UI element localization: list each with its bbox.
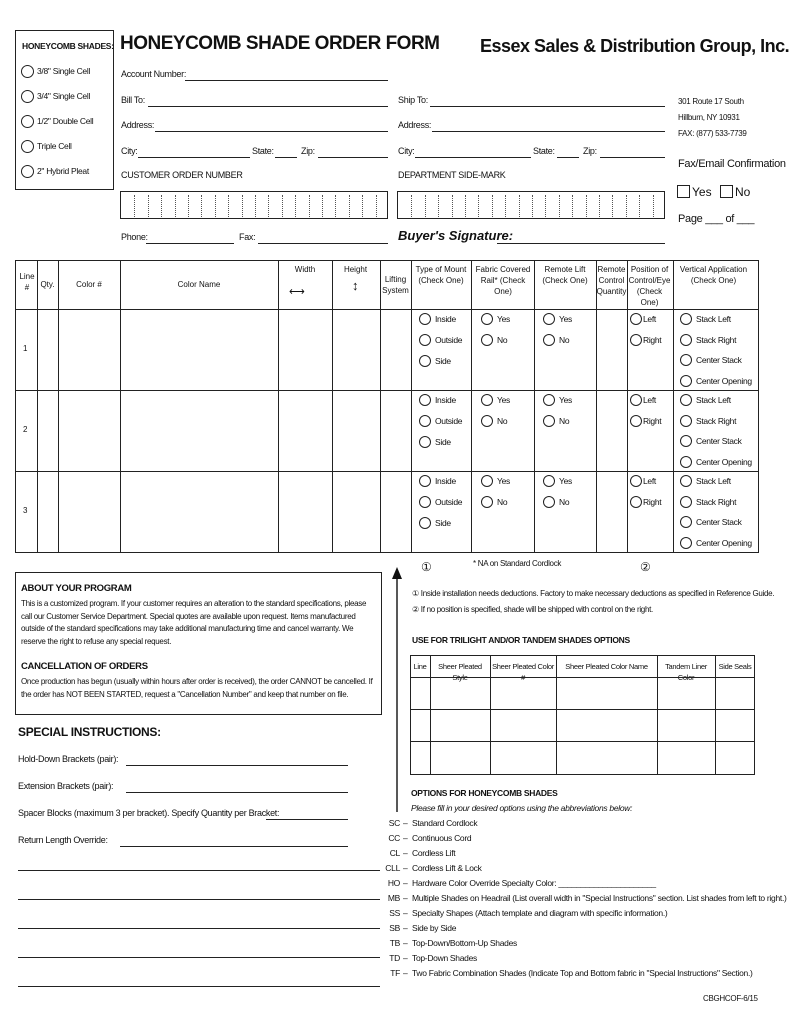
grid-col-divider — [471, 260, 472, 553]
vertical-label: Stack Right — [696, 415, 737, 426]
vertical-radio[interactable] — [680, 496, 692, 508]
grid-row-divider — [15, 309, 759, 310]
options-sub: Please fill in your desired options using the abbreviations below: — [411, 803, 633, 813]
tandem-col-divider — [657, 655, 658, 775]
position-radio[interactable] — [630, 496, 642, 508]
grid-col-divider — [380, 260, 381, 553]
option-dash: – — [403, 968, 408, 978]
tandem-col-divider — [556, 655, 557, 775]
remote-lift-radio[interactable] — [543, 313, 555, 325]
cell-divider — [335, 195, 336, 217]
vertical-label: Center Stack — [696, 517, 742, 527]
spacer-label: Spacer Blocks (maximum 3 per bracket). Specify Quantity per Bracket: — [18, 808, 280, 818]
cell-divider — [639, 195, 640, 217]
program-box — [15, 572, 382, 715]
confirm-no-label: No — [735, 185, 751, 199]
grid-row-divider — [15, 471, 759, 472]
mount-option-label: Inside — [435, 395, 456, 405]
note-2: ② If no position is specified, shade will be shipped with control on the right. — [412, 605, 653, 614]
mount-radio[interactable] — [419, 334, 431, 346]
cell-divider — [626, 195, 627, 217]
row-number: 3 — [23, 506, 28, 515]
vertical-radio[interactable] — [680, 537, 692, 549]
fabric-rail-radio[interactable] — [481, 415, 493, 427]
cell-divider — [532, 195, 533, 217]
option-text: Specialty Shapes (Attach template and diagram with specific information.) — [412, 908, 668, 918]
confirmation-label: Fax/Email Confirmation — [678, 158, 786, 170]
vertical-label: Stack Right — [696, 496, 737, 507]
position-radio[interactable] — [630, 415, 642, 427]
position-radio[interactable] — [630, 313, 642, 325]
shade-option-radio[interactable] — [21, 90, 34, 103]
vertical-label: Stack Right — [696, 334, 737, 345]
cell-divider — [612, 195, 613, 217]
shade-option-radio[interactable] — [21, 165, 34, 178]
mount-radio[interactable] — [419, 475, 431, 487]
grid-col-divider — [120, 260, 121, 553]
department-side-mark-label: DEPARTMENT SIDE-MARK — [398, 170, 506, 180]
vertical-label: Stack Left — [696, 314, 731, 324]
option-code: TF — [390, 968, 400, 978]
vertical-radio[interactable] — [680, 313, 692, 325]
option-code: HO — [387, 878, 400, 888]
hdr-line: Line # — [19, 272, 35, 292]
mount-option-label: Inside — [435, 476, 456, 486]
position-label: Left — [643, 314, 656, 324]
ship-to-label: Ship To: — [398, 95, 428, 105]
vertical-radio[interactable] — [680, 475, 692, 487]
vertical-label: Stack Left — [696, 395, 731, 405]
option-code: SC — [388, 818, 400, 828]
cell-divider — [411, 195, 412, 217]
cell-divider — [438, 195, 439, 217]
fabric-rail-label: No — [497, 335, 508, 345]
shade-option-radio[interactable] — [21, 115, 34, 128]
cell-divider — [505, 195, 506, 217]
mount-radio[interactable] — [419, 415, 431, 427]
fabric-rail-radio[interactable] — [481, 496, 493, 508]
cell-divider — [282, 195, 283, 217]
mount-radio[interactable] — [419, 313, 431, 325]
confirm-yes-checkbox[interactable] — [677, 185, 690, 198]
remote-lift-label: Yes — [559, 395, 572, 405]
vertical-radio[interactable] — [680, 334, 692, 346]
fabric-rail-label: No — [497, 416, 508, 426]
note-1: ① Inside installation needs deductions. Factory to make necessary deductions as specified in Reference Guide. — [412, 589, 775, 598]
cell-divider — [295, 195, 296, 217]
shade-option-label: 3/8" Single Cell — [37, 66, 91, 76]
shade-option-radio[interactable] — [21, 65, 34, 78]
fabric-rail-radio[interactable] — [481, 313, 493, 325]
hdr-color-name: Color Name — [177, 280, 221, 289]
position-label: Right — [643, 335, 662, 345]
vertical-radio[interactable] — [680, 354, 692, 366]
option-code: TB — [389, 938, 400, 948]
bill-to-field[interactable] — [148, 106, 388, 107]
fabric-rail-label: No — [497, 497, 508, 507]
vertical-label: Center Opening — [696, 537, 752, 548]
tandem-col-divider — [430, 655, 431, 775]
vertical-label: Stack Left — [696, 476, 731, 486]
cell-divider — [309, 195, 310, 217]
option-code: CL — [389, 848, 400, 858]
width-arrow-icon: ⟷ — [289, 286, 305, 298]
remote-lift-label: Yes — [559, 476, 572, 486]
cell-divider — [268, 195, 269, 217]
position-label: Left — [643, 476, 656, 486]
tandem-col-header: Sheer Pleated Color Name — [565, 662, 648, 671]
cell-divider — [161, 195, 162, 217]
option-code: MB — [387, 893, 400, 903]
option-text: Hardware Color Override Specialty Color: ______________________ — [412, 878, 656, 888]
mount-option-label: Side — [435, 356, 451, 366]
cell-divider — [349, 195, 350, 217]
option-dash: – — [403, 818, 408, 828]
mount-option-label: Side — [435, 518, 451, 528]
remote-lift-label: No — [559, 335, 570, 345]
spacer-field[interactable] — [266, 819, 348, 820]
vertical-label: Center Opening — [696, 456, 752, 467]
customer-order-boxes[interactable] — [120, 191, 388, 219]
buyers-signature-field[interactable] — [497, 243, 665, 244]
option-text: Top-Down Shades — [412, 953, 477, 963]
cell-divider — [134, 195, 135, 217]
cell-divider — [653, 195, 654, 217]
vertical-label: Center Opening — [696, 375, 752, 386]
tandem-col-header: Side Seals — [718, 662, 752, 671]
form-title: HONEYCOMB SHADE ORDER FORM — [120, 33, 440, 54]
grid-col-divider — [37, 260, 38, 553]
fabric-rail-radio[interactable] — [481, 475, 493, 487]
cell-divider — [599, 195, 600, 217]
cell-divider — [201, 195, 202, 217]
option-text: Two Fabric Combination Shades (Indicate Top and Bottom fabric in "Special Instructions" Section.) — [412, 968, 753, 978]
option-text: Standard Cordlock — [412, 818, 478, 828]
fabric-rail-radio[interactable] — [481, 334, 493, 346]
buyers-signature-label: Buyer's Signature: — [398, 228, 514, 243]
vertical-radio[interactable] — [680, 516, 692, 528]
cell-divider — [322, 195, 323, 217]
fabric-rail-radio[interactable] — [481, 394, 493, 406]
vertical-radio[interactable] — [680, 435, 692, 447]
bill-address-label: Address: — [121, 120, 155, 130]
ship-state-label: State: — [533, 146, 555, 156]
option-code: TD — [389, 953, 400, 963]
ship-address-label: Address: — [398, 120, 432, 130]
account-number-field[interactable] — [185, 80, 388, 81]
fabric-rail-label: Yes — [497, 314, 510, 324]
bill-address-field[interactable] — [155, 131, 388, 132]
ship-state-field[interactable] — [557, 157, 579, 158]
mount-radio[interactable] — [419, 394, 431, 406]
mount-option-label: Outside — [435, 335, 463, 345]
company-name: Essex Sales & Distribution Group, Inc. — [480, 36, 789, 56]
hdr-height: Height — [343, 265, 368, 274]
grid-col-divider — [411, 260, 412, 553]
grid-col-divider — [596, 260, 597, 553]
bill-zip-field[interactable] — [318, 157, 388, 158]
mount-radio[interactable] — [419, 436, 431, 448]
position-radio[interactable] — [630, 334, 642, 346]
special-instructions-line[interactable] — [18, 899, 380, 900]
height-arrow-icon: ↕ — [352, 278, 359, 293]
ship-to-field[interactable] — [430, 106, 665, 107]
cell-divider — [215, 195, 216, 217]
option-text: Continuous Cord — [412, 833, 472, 843]
cancel-text: Once production has begun (usually within hours after order is received), the order CANNOT be cancelled. If the order has NOT BEEN STARTED, request a "Cancellation Number" and keep that number on file. — [21, 677, 373, 699]
hdr-vertical: Vertical Application (Check One) — [679, 265, 748, 285]
option-dash: – — [403, 833, 408, 843]
position-label: Left — [643, 395, 656, 405]
special-instructions-line[interactable] — [18, 986, 380, 987]
bill-city-field[interactable] — [138, 157, 250, 158]
remote-lift-radio[interactable] — [543, 394, 555, 406]
special-instructions-line[interactable] — [18, 870, 380, 871]
cell-divider — [545, 195, 546, 217]
position-label: Right — [643, 497, 662, 507]
mount-option-label: Outside — [435, 416, 463, 426]
hold-down-label: Hold-Down Brackets (pair): — [18, 754, 119, 764]
remote-lift-radio[interactable] — [543, 496, 555, 508]
cell-divider — [175, 195, 176, 217]
account-number-label: Account Number: — [121, 69, 187, 79]
grid-col-divider — [278, 260, 279, 553]
row-number: 1 — [23, 344, 28, 353]
remote-lift-radio[interactable] — [543, 415, 555, 427]
cancel-heading: CANCELLATION OF ORDERS — [21, 661, 148, 672]
hdr-position: Position of Control/Eye (Check One) — [628, 265, 671, 307]
grid-col-divider — [534, 260, 535, 553]
up-arrow-icon — [392, 567, 402, 812]
cell-divider — [519, 195, 520, 217]
tandem-col-header: Sheer Pleated Style — [438, 662, 482, 682]
tandem-heading: USE FOR TRILIGHT AND/OR TANDEM SHADES OPTIONS — [412, 635, 630, 645]
confirm-yes-label: Yes — [692, 185, 712, 199]
mount-option-label: Side — [435, 437, 451, 447]
grid-col-divider — [673, 260, 674, 553]
shade-option-label: 3/4" Single Cell — [37, 91, 91, 101]
option-dash: – — [403, 908, 408, 918]
hdr-fabric-rail: Fabric Covered Rail* (Check One) — [475, 265, 531, 296]
position-label: Right — [643, 416, 662, 426]
hdr-width: Width — [294, 265, 316, 274]
cell-divider — [452, 195, 453, 217]
form-code: CBGHCOF-6/15 — [703, 994, 758, 1003]
shade-option-label: 2" Hybrid Pleat — [37, 166, 89, 176]
grid-col-divider — [58, 260, 59, 553]
shade-option-label: Triple Cell — [37, 141, 72, 151]
bill-to-label: Bill To: — [121, 95, 145, 105]
option-dash: – — [403, 893, 408, 903]
cell-divider — [559, 195, 560, 217]
option-text: Cordless Lift — [412, 848, 456, 858]
mount-radio[interactable] — [419, 517, 431, 529]
option-text: Cordless Lift & Lock — [412, 863, 482, 873]
mount-option-label: Outside — [435, 497, 463, 507]
company-city: Hillburn, NY 10931 — [678, 113, 740, 122]
cell-divider — [188, 195, 189, 217]
department-side-mark-boxes[interactable] — [397, 191, 665, 219]
page-of-label: Page ___ of ___ — [678, 213, 755, 225]
tandem-col-divider — [715, 655, 716, 775]
shades-box — [15, 30, 114, 190]
grid-col-divider — [332, 260, 333, 553]
about-heading: ABOUT YOUR PROGRAM — [21, 583, 132, 594]
remote-lift-radio[interactable] — [543, 475, 555, 487]
phone-label: Phone: — [121, 232, 148, 242]
position-radio[interactable] — [630, 394, 642, 406]
return-label: Return Length Override: — [18, 835, 108, 845]
phone-field[interactable] — [146, 243, 234, 244]
vertical-radio[interactable] — [680, 394, 692, 406]
extension-label: Extension Brackets (pair): — [18, 781, 114, 791]
mount-radio[interactable] — [419, 355, 431, 367]
option-code: CLL — [385, 863, 400, 873]
bill-state-label: State: — [252, 146, 274, 156]
remote-lift-label: No — [559, 416, 570, 426]
remote-lift-label: No — [559, 497, 570, 507]
tandem-row-divider — [410, 709, 755, 710]
return-field[interactable] — [120, 846, 348, 847]
tandem-col-header: Tandem Liner Color — [665, 662, 707, 682]
footnote-marker-1: ① — [421, 560, 432, 574]
option-code: SS — [389, 908, 400, 918]
about-text: This is a customized program. If your customer requires an alteration to the standard specifications, please call our Customer Service Department. Special quotes are available upon request. Items manufactured outside of the standard specifications may take additional manufacturing time and cancel warranty. We reserve the right to refuse any special request. — [21, 599, 367, 646]
mount-option-label: Inside — [435, 314, 456, 324]
option-dash: – — [403, 953, 408, 963]
vertical-radio[interactable] — [680, 456, 692, 468]
options-heading: OPTIONS FOR HONEYCOMB SHADES — [411, 788, 558, 798]
ship-address-field[interactable] — [432, 131, 665, 132]
confirm-no-checkbox[interactable] — [720, 185, 733, 198]
hdr-mount: Type of Mount (Check One) — [415, 265, 467, 285]
customer-order-label: CUSTOMER ORDER NUMBER — [121, 170, 243, 180]
tandem-col-header: Sheer Pleated Color # — [492, 662, 554, 682]
grid-row-divider — [15, 390, 759, 391]
ship-city-label: City: — [398, 146, 415, 156]
bill-state-field[interactable] — [275, 157, 297, 158]
shade-option-label: 1/2" Double Cell — [37, 116, 94, 126]
position-radio[interactable] — [630, 475, 642, 487]
cell-divider — [228, 195, 229, 217]
row-number: 2 — [23, 425, 28, 434]
cell-divider — [478, 195, 479, 217]
fax-label: Fax: — [239, 232, 256, 242]
ship-city-field[interactable] — [415, 157, 531, 158]
bill-zip-label: Zip: — [301, 146, 315, 156]
vertical-label: Center Stack — [696, 355, 742, 365]
hold-down-field[interactable] — [126, 765, 348, 766]
option-text: Multiple Shades on Headrail (List overall width in "Special Instructions" section. List shades from left to right.) — [412, 893, 787, 903]
remote-lift-label: Yes — [559, 314, 572, 324]
hdr-qty: Qty. — [40, 280, 55, 289]
ship-zip-label: Zip: — [583, 146, 597, 156]
option-dash: – — [403, 938, 408, 948]
hdr-remote-qty: Remote Control Quantity — [596, 265, 627, 296]
option-code: CC — [388, 833, 400, 843]
option-dash: – — [403, 848, 408, 858]
bill-city-label: City: — [121, 146, 138, 156]
cell-divider — [148, 195, 149, 217]
tandem-row-divider — [410, 741, 755, 742]
option-dash: – — [403, 863, 408, 873]
option-code: SB — [389, 923, 400, 933]
cell-divider — [242, 195, 243, 217]
special-heading: SPECIAL INSTRUCTIONS: — [18, 725, 161, 739]
cell-divider — [492, 195, 493, 217]
tandem-col-divider — [490, 655, 491, 775]
special-instructions-line[interactable] — [18, 957, 380, 958]
remote-lift-radio[interactable] — [543, 334, 555, 346]
hdr-remote-lift: Remote Lift (Check One) — [542, 265, 588, 285]
special-instructions-line[interactable] — [18, 928, 380, 929]
extension-field[interactable] — [126, 792, 348, 793]
fabric-rail-label: Yes — [497, 395, 510, 405]
hdr-lifting: Lifting System — [382, 275, 409, 295]
company-street: 301 Route 17 South — [678, 97, 744, 106]
cell-divider — [362, 195, 363, 217]
cell-divider — [255, 195, 256, 217]
cell-divider — [465, 195, 466, 217]
option-dash: – — [403, 878, 408, 888]
fabric-rail-label: Yes — [497, 476, 510, 486]
footnote-na: * NA on Standard Cordlock — [473, 559, 562, 568]
shades-heading: HONEYCOMB SHADES: — [22, 41, 114, 51]
vertical-label: Center Stack — [696, 436, 742, 446]
option-text: Side by Side — [412, 923, 457, 933]
vertical-radio[interactable] — [680, 415, 692, 427]
fax-field[interactable] — [258, 243, 388, 244]
cell-divider — [572, 195, 573, 217]
vertical-radio[interactable] — [680, 375, 692, 387]
cell-divider — [425, 195, 426, 217]
cell-divider — [586, 195, 587, 217]
mount-radio[interactable] — [419, 496, 431, 508]
tandem-row-divider — [410, 677, 755, 678]
shade-option-radio[interactable] — [21, 140, 34, 153]
ship-zip-field[interactable] — [600, 157, 665, 158]
footnote-marker-2: ② — [640, 560, 651, 574]
option-text: Top-Down/Bottom-Up Shades — [412, 938, 517, 948]
tandem-col-header: Line — [413, 662, 427, 671]
company-fax: FAX: (877) 533-7739 — [678, 129, 747, 138]
cell-divider — [376, 195, 377, 217]
hdr-color-num: Color # — [76, 280, 102, 289]
option-dash: – — [403, 923, 408, 933]
